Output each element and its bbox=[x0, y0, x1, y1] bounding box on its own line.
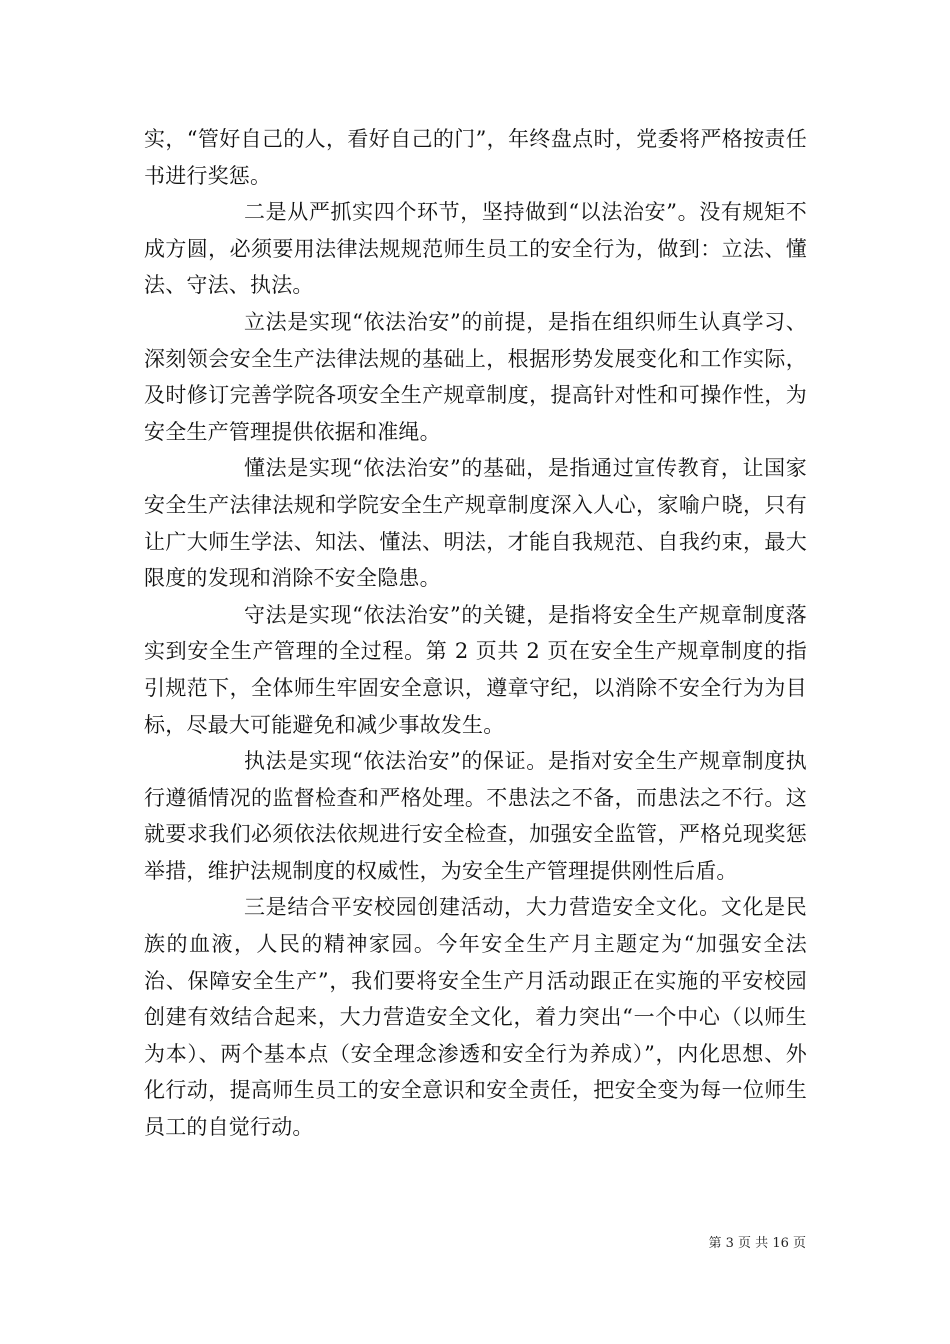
paragraph-2: 二是从严抓实四个环节，坚持做到“以法治安”。没有规矩不成方圆，必须要用法律法规规范师生员工的安全行为，做到：立法、懂法、守法、执法。 bbox=[144, 200, 807, 298]
paragraph-3: 立法是实现“依法治安”的前提，是指在组织师生认真学习、深刻领会安全生产法律法规的基础上，根据形势发展变化和工作实际，及时修订完善学院各项安全生产规章制度，提高针对性和可操作性，为安全生产管理提供依据和准绳。 bbox=[144, 309, 807, 444]
document-body bbox=[144, 121, 807, 1146]
paragraph-1: 实，“管好自己的人，看好自己的门”，年终盘点时，党委将严格按责任书进行奖惩。 bbox=[144, 127, 807, 188]
page-number-footer: 第 3 页 共 16 页 bbox=[708, 1236, 806, 1251]
paragraph-4: 懂法是实现“依法治安”的基础，是指通过宣传教育，让国家安全生产法律法规和学院安全生产规章制度深入人心，家喻户晓，只有让广大师生学法、知法、懂法、明法，才能自我规范、自我约束，最大限度的发现和消除不安全隐患。 bbox=[144, 456, 807, 591]
paragraph-6: 执法是实现“依法治安”的保证。是指对安全生产规章制度执行遵循情况的监督检查和严格处理。不患法之不备，而患法之不行。这就要求我们必须依法依规进行安全检查，加强安全监管，严格兑现奖惩举措，维护法规制度的权威性，为安全生产管理提供刚性后盾。 bbox=[144, 749, 807, 883]
paragraph-7: 三是结合平安校园创建活动，大力营造安全文化。文化是民族的血液，人民的精神家园。今年安全生产月主题定为“加强安全法治、保障安全生产”，我们要将安全生产月活动跟正在实施的平安校园创建有效结合起来，大力营造安全文化，着力突出“一个中心（以师生为本）、两个基本点（安全理念渗透和安全行为养成）”，内化思想、外化行动，提高师生员工的安全意识和安全责任，把安全变为每一位师生员工的自觉行动。 bbox=[144, 895, 807, 1140]
paragraph-5: 守法是实现“依法治安”的关键，是指将安全生产规章制度落实到安全生产管理的全过程。第 2 页共 2 页在安全生产规章制度的指引规范下，全体师生牢固安全意识，遵章守纪，以消除不安全行为为目标，尽最大可能避免和减少事故发生。 bbox=[144, 602, 807, 737]
